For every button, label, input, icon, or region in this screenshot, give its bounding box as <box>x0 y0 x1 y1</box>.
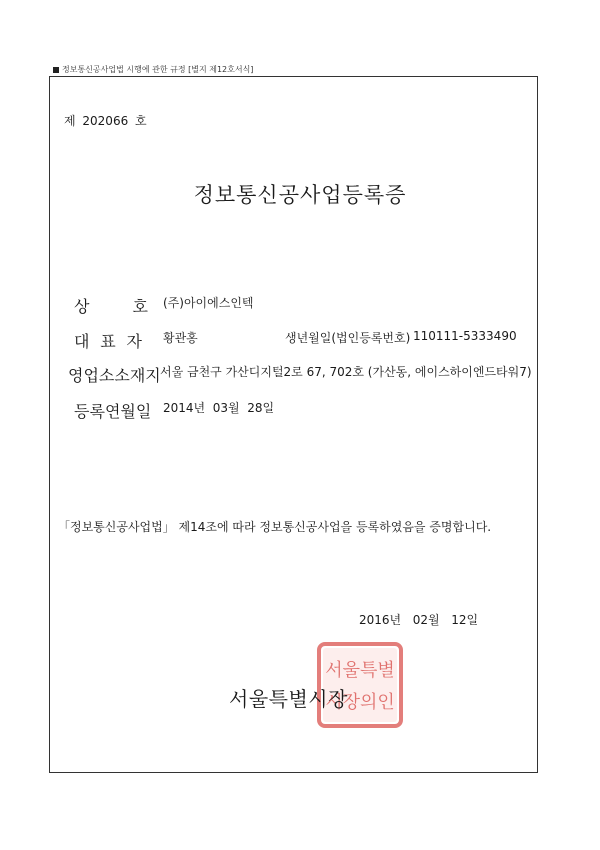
certificate-title: 정보통신공사업등록증 <box>193 183 407 207</box>
representative-label: 대 표 자 <box>74 332 142 351</box>
seal-text-line-2: 시장의인 <box>325 692 395 713</box>
document-number: 제 202066 호 <box>64 114 147 128</box>
seal-text-line-1: 서울특별 <box>325 660 395 681</box>
registration-date-value: 2014년 03월 28일 <box>163 401 275 415</box>
form-header-text: 정보통신공사업법 시행에 관한 규정 [별지 제12호서식] <box>62 65 254 74</box>
issuer-name: 서울특별시장 <box>229 687 348 711</box>
company-name-value: (주)아이에스인텍 <box>163 296 254 310</box>
registration-date-label: 등 록 연 월 일 <box>74 402 152 421</box>
registration-number-label: 생년월일(법인등록번호) <box>285 331 411 345</box>
business-address-label: 영업소소재지 <box>68 366 161 385</box>
representative-value: 황관홍 <box>163 331 198 345</box>
form-header-note <box>53 64 253 75</box>
issue-date: 2016년 02월 12일 <box>359 613 479 627</box>
square-bullet-icon <box>53 67 59 73</box>
company-name-label: 상 호 <box>74 297 148 316</box>
certification-statement: 「정보통신공사업법」 제14조에 따라 정보통신공사업을 등록하였음을 증명합니다. <box>58 520 492 534</box>
registration-number-value: 110111-5333490 <box>413 329 517 343</box>
business-address-value: 서울 금천구 가산디지털2로 67, 702호 (가산동, 에이스하이엔드타워7) <box>160 365 532 379</box>
